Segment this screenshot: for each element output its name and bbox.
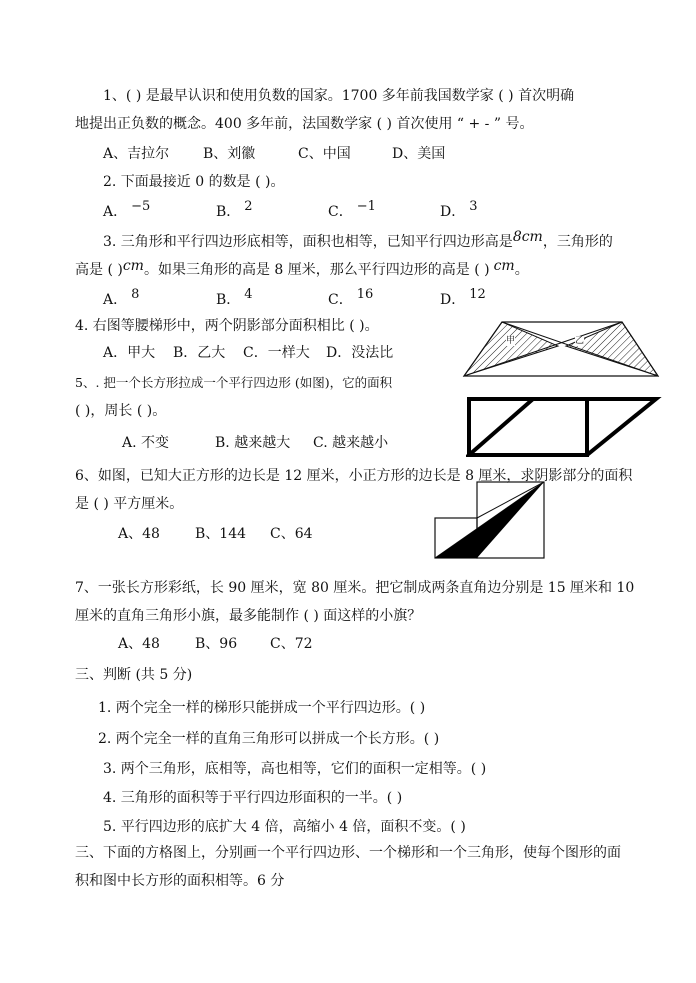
q5-option-a[interactable]: A. 不变 xyxy=(122,435,170,451)
q7-option-a[interactable]: A、48 xyxy=(118,636,160,652)
q3-unit-2: cm xyxy=(493,258,515,274)
q3-unit-1: cm xyxy=(122,258,144,274)
judge-item-5: 5. 平行四边形的底扩大 4 倍，高缩小 4 倍，面积不变。( ) xyxy=(103,819,466,835)
q4-option-b[interactable]: B．乙大 xyxy=(173,345,226,361)
judge-item-3: 3. 两个三角形，底相等，高也相等，它们的面积一定相等。( ) xyxy=(103,761,487,777)
section-draw-line-2: 积和图中长方形的面积相等。6 分 xyxy=(75,873,285,889)
q2-option-c[interactable]: C． −1 xyxy=(328,199,376,220)
q3-option-a[interactable]: A． 8 xyxy=(103,287,140,308)
q7-line-2: 厘米的直角三角形小旗，最多能制作 ( ) 面这样的小旗？ xyxy=(75,608,422,624)
q1-option-a[interactable]: A、吉拉尔 xyxy=(103,146,170,162)
label-yi: 乙 xyxy=(575,336,585,346)
section-judge-title: 三、判断 (共 5 分) xyxy=(75,667,193,683)
q4-text: 4. 右图等腰梯形中，两个阴影部分面积相比 ( )。 xyxy=(75,318,379,334)
q3-line-2: 高是 ( )cm。如果三角形的高是 8 厘米，那么平行四边形的高是 ( ) cm。 xyxy=(75,258,529,278)
q3-option-d[interactable]: D． 12 xyxy=(440,287,486,308)
q5-line-1: 5、. 把一个长方形拉成一个平行四边形 (如图)，它的面积 xyxy=(75,375,393,390)
q6-line-1: 6、如图，已知大正方形的边长是 12 厘米，小正方形的边长是 8 厘米，求阴影部分的面积 xyxy=(75,468,633,484)
q4-option-c[interactable]: C．一样大 xyxy=(243,345,310,361)
judge-item-2: 2. 两个完全一样的直角三角形可以拼成一个长方形。( ) xyxy=(98,731,440,747)
q3-option-b[interactable]: B． 4 xyxy=(216,287,253,308)
judge-item-4: 4. 三角形的面积等于平行四边形面积的一半。( ) xyxy=(103,790,403,806)
q6-option-a[interactable]: A、48 xyxy=(118,526,160,542)
q2-option-b[interactable]: B． 2 xyxy=(216,199,253,220)
label-jia: 甲 xyxy=(506,336,516,346)
q1-option-d[interactable]: D、美国 xyxy=(392,146,446,162)
q3-unit-value: 8cm xyxy=(512,229,543,245)
q1-line-2: 地提出正负数的概念。400 多年前，法国数学家 ( ) 首次使用 “ + - ” 号。 xyxy=(75,116,534,132)
q3-option-c[interactable]: C． 16 xyxy=(328,287,374,308)
q5-option-b[interactable]: B. 越来越大 xyxy=(215,435,291,451)
q7-line-1: 7、一张长方形彩纸，长 90 厘米，宽 80 厘米。把它制成两条直角边分别是 15 厘米和 10 xyxy=(75,580,635,596)
section-draw-line-1: 三、下面的方格图上，分别画一个平行四边形、一个梯形和一个三角形，使每个图形的面 xyxy=(75,845,621,861)
q4-option-d[interactable]: D．没法比 xyxy=(326,345,394,361)
q2-text: 2. 下面最接近 0 的数是 ( )。 xyxy=(103,174,285,190)
q5-option-c[interactable]: C. 越来越小 xyxy=(313,435,389,451)
judge-item-1: 1. 两个完全一样的梯形只能拼成一个平行四边形。( ) xyxy=(98,700,426,716)
q6-option-c[interactable]: C、64 xyxy=(270,526,313,542)
rectangle-parallelogram-figure xyxy=(466,396,666,458)
squares-figure xyxy=(434,481,546,559)
q7-option-b[interactable]: B、96 xyxy=(195,636,238,652)
q2-option-a[interactable]: A． −5 xyxy=(103,199,151,220)
q1-line-1: 1、( ) 是最早认识和使用负数的国家。1700 多年前我国数学家 ( ) 首次明确 xyxy=(103,88,575,104)
q7-option-c[interactable]: C、72 xyxy=(270,636,313,652)
q5-line-2: ( )，周长 ( )。 xyxy=(75,403,167,419)
q4-option-a[interactable]: A．甲大 xyxy=(103,345,156,361)
q6-option-b[interactable]: B、144 xyxy=(195,526,247,542)
q1-option-c[interactable]: C、中国 xyxy=(298,146,351,162)
q1-option-b[interactable]: B、刘徽 xyxy=(203,146,256,162)
trapezoid-figure xyxy=(462,320,662,380)
q6-line-2: 是 ( ) 平方厘米。 xyxy=(75,496,184,512)
q2-option-d[interactable]: D． 3 xyxy=(440,199,478,220)
q3-line-1: 3. 三角形和平行四边形底相等，面积也相等，已知平行四边形高是8cm，三角形的 xyxy=(103,229,613,250)
